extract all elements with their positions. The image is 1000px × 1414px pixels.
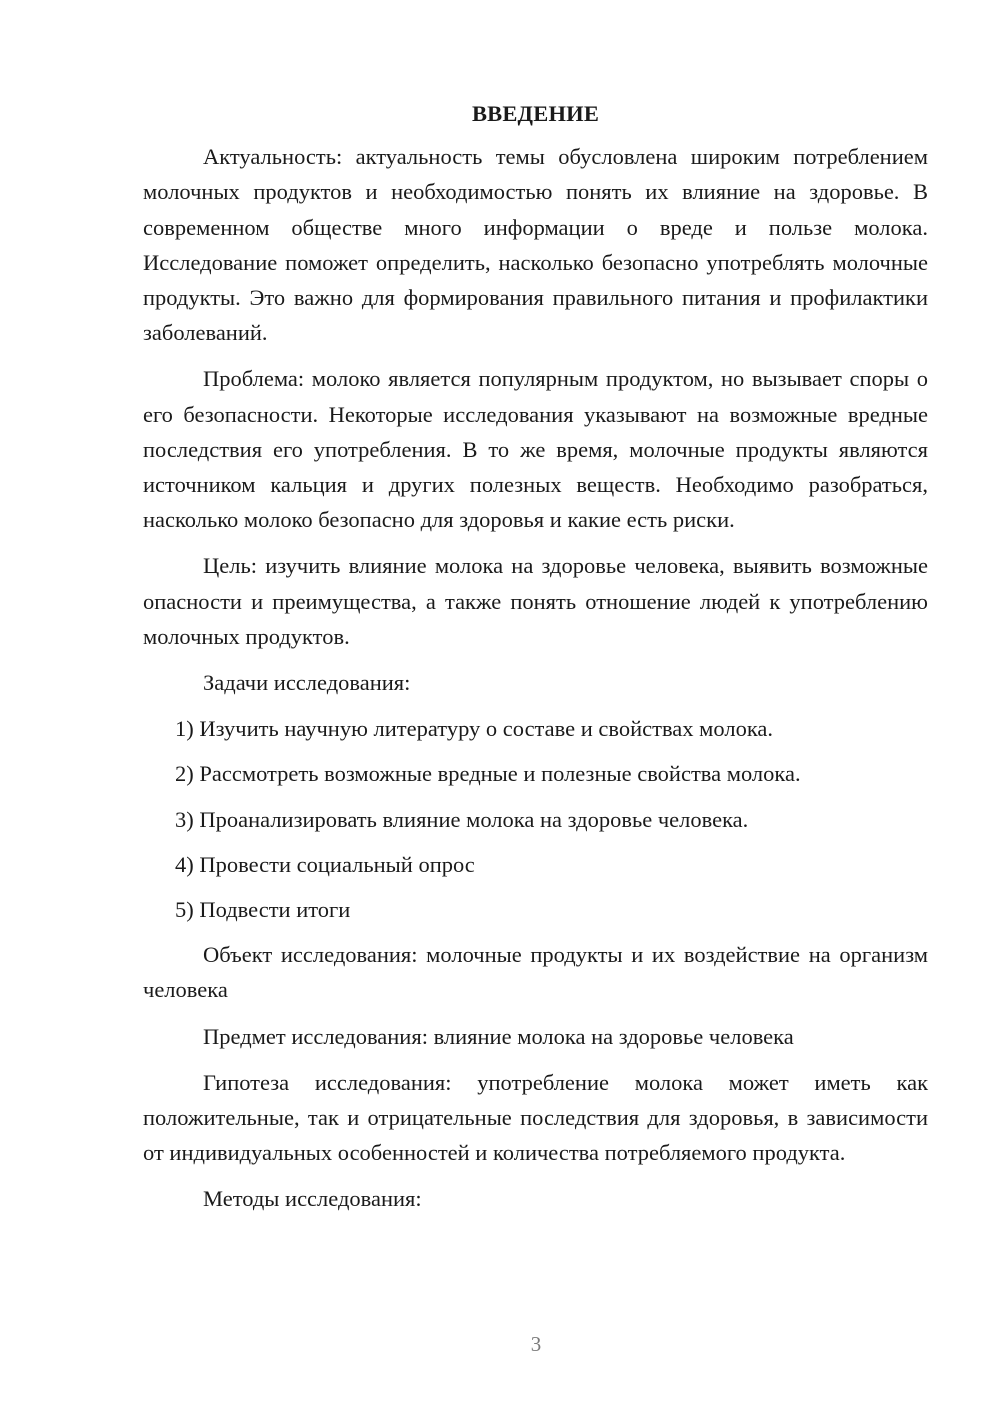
object-paragraph: Объект исследования: молочные продукты и их воздействие на организм человека xyxy=(143,942,928,1003)
task-item: 2) Рассмотреть возможные вредные и полезные свойства молока. xyxy=(175,761,801,787)
task-item: 5) Подвести итоги xyxy=(175,897,351,923)
tasks-heading: Задачи исследования: xyxy=(203,670,411,696)
methods-heading: Методы исследования: xyxy=(203,1186,422,1212)
section-title: ВВЕДЕНИЕ xyxy=(471,101,600,126)
page-number: 3 xyxy=(530,1332,542,1356)
goal-paragraph: Цель: изучить влияние молока на здоровье человека, выявить возможные опасности и преимущества, а также понять отношение людей к употреблению молочных продуктов. xyxy=(143,553,928,649)
task-item: 4) Провести социальный опрос xyxy=(175,851,475,877)
task-item: 3) Проанализировать влияние молока на здоровье человека. xyxy=(175,806,749,832)
tasks-list xyxy=(143,711,928,927)
subject-paragraph: Предмет исследования: влияние молока на здоровье человека xyxy=(203,1023,794,1049)
hypothesis-paragraph: Гипотеза исследования: употребление молока может иметь как положительные, так и отрицательные последствия для здоровья, в зависимости от индивидуальных особенностей и количества потребляемого продукта. xyxy=(143,1069,928,1166)
page-content xyxy=(143,96,928,1228)
problem-paragraph: Проблема: молоко является популярным продуктом, но вызывает споры о его безопасности. Некоторые исследования указывают на возможные вредные последствия его употребления. В то же время, молочные продукты являются источником кальция и других полезных веществ. Необходимо разобраться, насколько молоко безопасно для здоровья и какие есть риски. xyxy=(143,366,928,533)
task-item: 1) Изучить научную литературу о составе и свойствах молока. xyxy=(175,716,774,742)
relevance-paragraph: Актуальность: актуальность темы обусловлена широким потреблением молочных продуктов и необходимостью понять их влияние на здоровье. В современном обществе много информации о вреде и пользе молока. Исследование поможет определить, насколько безопасно употреблять молочные продукты. Это важно для формирования правильного питания и профилактики заболеваний. xyxy=(143,144,928,346)
